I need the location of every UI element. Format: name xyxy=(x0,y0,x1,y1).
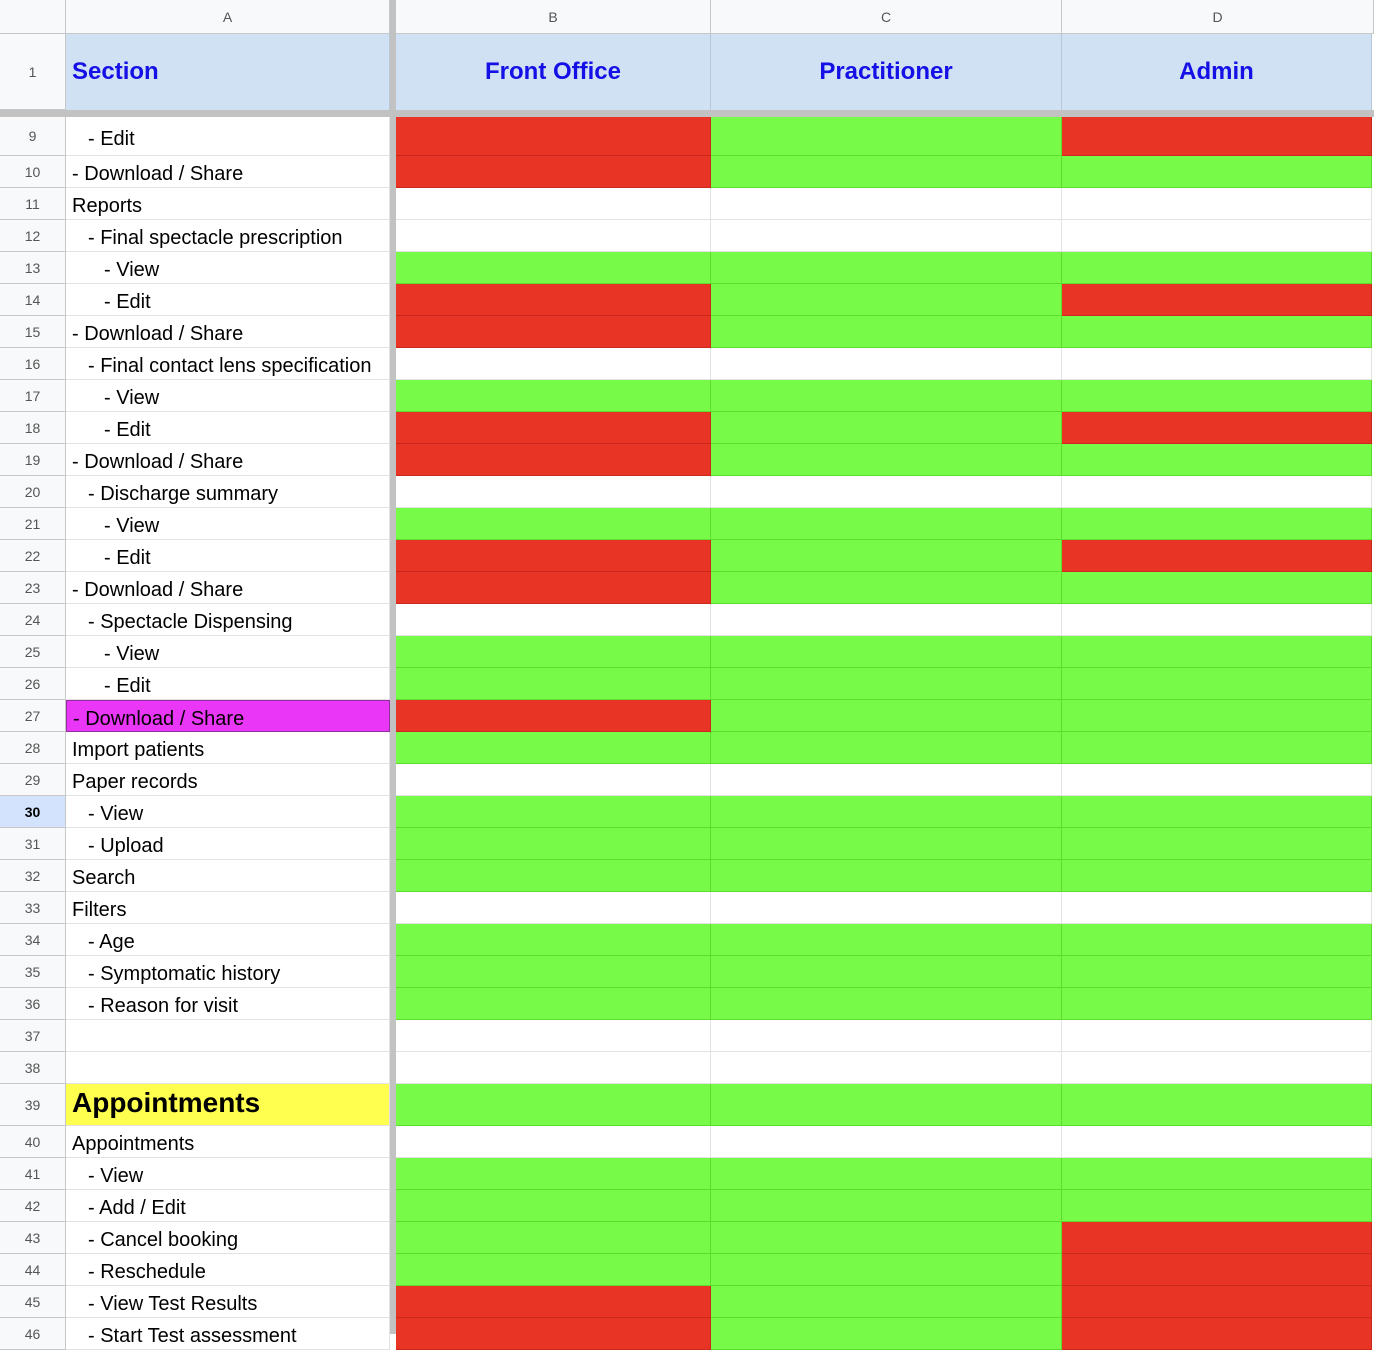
admin-permission-cell-allowed[interactable] xyxy=(1062,252,1372,284)
front-office-permission-cell-denied[interactable] xyxy=(396,284,711,316)
row-number-34[interactable]: 34 xyxy=(0,924,66,956)
select-all-corner[interactable] xyxy=(0,0,66,34)
front-office-permission-cell-allowed[interactable] xyxy=(396,1190,711,1222)
row-number-27[interactable]: 27 xyxy=(0,700,66,732)
practitioner-permission-cell-allowed[interactable] xyxy=(711,1158,1062,1190)
practitioner-permission-cell-allowed[interactable] xyxy=(711,1286,1062,1318)
admin-permission-cell-allowed[interactable] xyxy=(1062,860,1372,892)
front-office-permission-cell-denied[interactable] xyxy=(396,700,711,732)
section-cell-row-21[interactable] xyxy=(66,508,390,540)
section-cell-row-41[interactable] xyxy=(66,1158,390,1190)
section-cell-row-11[interactable] xyxy=(66,188,390,220)
front-office-permission-cell-denied[interactable] xyxy=(396,1318,711,1350)
front-office-permission-cell-denied[interactable] xyxy=(396,156,711,188)
section-label: - Edit xyxy=(88,127,135,150)
section-cell-row-12[interactable] xyxy=(66,220,390,252)
row-number-21[interactable]: 21 xyxy=(0,508,66,540)
front-office-permission-cell-allowed[interactable] xyxy=(396,988,711,1020)
section-label: - Spectacle Dispensing xyxy=(88,611,293,633)
section-label: - View xyxy=(88,803,144,825)
row-number-29[interactable]: 29 xyxy=(0,764,66,796)
practitioner-permission-cell-allowed[interactable] xyxy=(711,828,1062,860)
admin-permission-cell-allowed[interactable] xyxy=(1062,988,1372,1020)
section-label: - Upload xyxy=(88,835,164,857)
section-cell-row-15[interactable] xyxy=(66,316,390,348)
section-label: - View xyxy=(104,515,160,537)
column-header-c[interactable]: C xyxy=(711,0,1062,34)
admin-permission-cell-allowed[interactable] xyxy=(1062,1190,1372,1222)
practitioner-permission-cell-allowed[interactable] xyxy=(711,668,1062,700)
row-number-9[interactable]: 9 xyxy=(0,117,66,156)
front-office-permission-cell-allowed[interactable] xyxy=(396,796,711,828)
practitioner-permission-cell-allowed[interactable] xyxy=(711,380,1062,412)
practitioner-permission-cell-allowed[interactable] xyxy=(711,508,1062,540)
admin-permission-cell-allowed[interactable] xyxy=(1062,1084,1372,1126)
practitioner-permission-cell-allowed[interactable] xyxy=(711,1318,1062,1350)
practitioner-permission-cell-allowed[interactable] xyxy=(711,860,1062,892)
section-label: - Final contact lens specification xyxy=(88,355,372,377)
section-cell-row-19[interactable] xyxy=(66,444,390,476)
section-cell-row-38[interactable] xyxy=(66,1052,390,1084)
section-cell-row-35[interactable] xyxy=(66,956,390,988)
section-cell-row-36[interactable] xyxy=(66,988,390,1020)
header-cell-practitioner[interactable]: Practitioner xyxy=(711,34,1062,110)
section-label: - View xyxy=(104,387,160,409)
section-label: - Reschedule xyxy=(88,1261,206,1283)
practitioner-permission-cell-allowed[interactable] xyxy=(711,796,1062,828)
frozen-row-divider[interactable] xyxy=(0,110,1374,117)
practitioner-permission-cell-allowed[interactable] xyxy=(711,1190,1062,1222)
admin-permission-cell-denied[interactable] xyxy=(1062,540,1372,572)
admin-permission-cell-empty[interactable] xyxy=(1062,892,1372,924)
front-office-permission-cell-empty[interactable] xyxy=(396,1020,711,1052)
admin-permission-cell-empty[interactable] xyxy=(1062,348,1372,380)
admin-permission-cell-allowed[interactable] xyxy=(1062,636,1372,668)
practitioner-permission-cell-allowed[interactable] xyxy=(711,572,1062,604)
row-number-19[interactable]: 19 xyxy=(0,444,66,476)
front-office-permission-cell-empty[interactable] xyxy=(396,892,711,924)
row-number-38[interactable]: 38 xyxy=(0,1052,66,1084)
front-office-permission-cell-allowed[interactable] xyxy=(396,1084,711,1126)
section-cell-row-20[interactable] xyxy=(66,476,390,508)
admin-permission-cell-empty[interactable] xyxy=(1062,604,1372,636)
row-number-39[interactable]: 39 xyxy=(0,1084,66,1126)
header-cell-admin[interactable]: Admin xyxy=(1062,34,1372,110)
row-number-41[interactable]: 41 xyxy=(0,1158,66,1190)
row-number-44[interactable]: 44 xyxy=(0,1254,66,1286)
row-number-24[interactable]: 24 xyxy=(0,604,66,636)
front-office-permission-cell-allowed[interactable] xyxy=(396,508,711,540)
practitioner-permission-cell-allowed[interactable] xyxy=(711,117,1062,156)
row-number-17[interactable]: 17 xyxy=(0,380,66,412)
front-office-permission-cell-empty[interactable] xyxy=(396,220,711,252)
admin-permission-cell-denied[interactable] xyxy=(1062,1318,1372,1350)
section-label: - Cancel booking xyxy=(88,1229,239,1251)
admin-permission-cell-allowed[interactable] xyxy=(1062,668,1372,700)
section-cell-row-10[interactable] xyxy=(66,156,390,188)
section-cell-row-23[interactable] xyxy=(66,572,390,604)
section-label: - Age xyxy=(88,931,135,953)
section-cell-row-18[interactable] xyxy=(66,412,390,444)
practitioner-permission-cell-allowed[interactable] xyxy=(711,540,1062,572)
section-label: - Edit xyxy=(104,547,151,569)
practitioner-permission-cell-allowed[interactable] xyxy=(711,284,1062,316)
section-label: - Edit xyxy=(104,675,151,697)
section-cell-row-14[interactable] xyxy=(66,284,390,316)
row-number-16[interactable]: 16 xyxy=(0,348,66,380)
admin-permission-cell-empty[interactable] xyxy=(1062,1126,1372,1158)
row-number-45[interactable]: 45 xyxy=(0,1286,66,1318)
section-cell-row-45[interactable] xyxy=(66,1286,390,1318)
admin-permission-cell-empty[interactable] xyxy=(1062,1052,1372,1084)
section-label: Filters xyxy=(72,899,127,921)
admin-permission-cell-empty[interactable] xyxy=(1062,476,1372,508)
section-label: - Download / Share xyxy=(72,451,244,473)
admin-permission-cell-allowed[interactable] xyxy=(1062,924,1372,956)
row-number-23[interactable]: 23 xyxy=(0,572,66,604)
practitioner-permission-cell-allowed[interactable] xyxy=(711,636,1062,668)
section-label: - Download / Share xyxy=(72,163,244,185)
section-cell-row-27[interactable] xyxy=(66,700,390,732)
front-office-permission-cell-allowed[interactable] xyxy=(396,1222,711,1254)
section-cell-row-9[interactable] xyxy=(66,117,390,156)
section-cell-row-29[interactable] xyxy=(66,764,390,796)
admin-permission-cell-allowed[interactable] xyxy=(1062,1158,1372,1190)
admin-permission-cell-allowed[interactable] xyxy=(1062,572,1372,604)
column-header-b[interactable]: B xyxy=(396,0,711,34)
front-office-permission-cell-denied[interactable] xyxy=(396,572,711,604)
front-office-permission-cell-denied[interactable] xyxy=(396,444,711,476)
front-office-permission-cell-empty[interactable] xyxy=(396,476,711,508)
section-label: - Add / Edit xyxy=(88,1197,186,1219)
practitioner-permission-cell-allowed[interactable] xyxy=(711,924,1062,956)
row-number-26[interactable]: 26 xyxy=(0,668,66,700)
section-cell-row-24[interactable] xyxy=(66,604,390,636)
row-number-14[interactable]: 14 xyxy=(0,284,66,316)
front-office-permission-cell-denied[interactable] xyxy=(396,316,711,348)
admin-permission-cell-denied[interactable] xyxy=(1062,412,1372,444)
front-office-permission-cell-allowed[interactable] xyxy=(396,380,711,412)
front-office-permission-cell-empty[interactable] xyxy=(396,1126,711,1158)
practitioner-permission-cell-allowed[interactable] xyxy=(711,412,1062,444)
section-label: - Discharge summary xyxy=(88,483,279,505)
practitioner-permission-cell-empty[interactable] xyxy=(711,220,1062,252)
row-number-10[interactable]: 10 xyxy=(0,156,66,188)
row-number-30[interactable]: 30 xyxy=(0,796,66,828)
admin-permission-cell-empty[interactable] xyxy=(1062,1020,1372,1052)
practitioner-permission-cell-allowed[interactable] xyxy=(711,316,1062,348)
front-office-permission-cell-allowed[interactable] xyxy=(396,636,711,668)
section-label: - Edit xyxy=(104,419,151,441)
admin-permission-cell-allowed[interactable] xyxy=(1062,700,1372,732)
practitioner-permission-cell-empty[interactable] xyxy=(711,764,1062,796)
row-number-40[interactable]: 40 xyxy=(0,1126,66,1158)
front-office-permission-cell-denied[interactable] xyxy=(396,117,711,156)
section-cell-row-28[interactable] xyxy=(66,732,390,764)
practitioner-permission-cell-empty[interactable] xyxy=(711,476,1062,508)
row-number-35[interactable]: 35 xyxy=(0,956,66,988)
admin-permission-cell-allowed[interactable] xyxy=(1062,956,1372,988)
section-label: - Download / Share xyxy=(72,579,244,601)
section-cell-row-33[interactable] xyxy=(66,892,390,924)
practitioner-permission-cell-allowed[interactable] xyxy=(711,1084,1062,1126)
practitioner-permission-cell-empty[interactable] xyxy=(711,188,1062,220)
front-office-permission-cell-denied[interactable] xyxy=(396,412,711,444)
row-number-20[interactable]: 20 xyxy=(0,476,66,508)
practitioner-permission-cell-allowed[interactable] xyxy=(711,956,1062,988)
admin-permission-cell-allowed[interactable] xyxy=(1062,444,1372,476)
section-label: - View Test Results xyxy=(88,1293,258,1315)
front-office-permission-cell-allowed[interactable] xyxy=(396,924,711,956)
row-number-18[interactable]: 18 xyxy=(0,412,66,444)
front-office-permission-cell-denied[interactable] xyxy=(396,1286,711,1318)
admin-permission-cell-denied[interactable] xyxy=(1062,117,1372,156)
admin-permission-cell-denied[interactable] xyxy=(1062,1286,1372,1318)
row-number-13[interactable]: 13 xyxy=(0,252,66,284)
row-number-22[interactable]: 22 xyxy=(0,540,66,572)
admin-permission-cell-allowed[interactable] xyxy=(1062,508,1372,540)
front-office-permission-cell-allowed[interactable] xyxy=(396,252,711,284)
practitioner-permission-cell-empty[interactable] xyxy=(711,1126,1062,1158)
admin-permission-cell-empty[interactable] xyxy=(1062,188,1372,220)
practitioner-permission-cell-allowed[interactable] xyxy=(711,700,1062,732)
front-office-permission-cell-empty[interactable] xyxy=(396,764,711,796)
admin-permission-cell-allowed[interactable] xyxy=(1062,156,1372,188)
section-label: - Symptomatic history xyxy=(88,963,281,985)
section-cell-row-17[interactable] xyxy=(66,380,390,412)
section-cell-row-22[interactable] xyxy=(66,540,390,572)
row-number-37[interactable]: 37 xyxy=(0,1020,66,1052)
section-label: Appointments xyxy=(72,1087,261,1118)
practitioner-permission-cell-empty[interactable] xyxy=(711,892,1062,924)
front-office-permission-cell-empty[interactable] xyxy=(396,604,711,636)
admin-permission-cell-allowed[interactable] xyxy=(1062,380,1372,412)
practitioner-permission-cell-empty[interactable] xyxy=(711,604,1062,636)
practitioner-permission-cell-allowed[interactable] xyxy=(711,732,1062,764)
section-label: - View xyxy=(104,643,160,665)
front-office-permission-cell-allowed[interactable] xyxy=(396,956,711,988)
row-number-28[interactable]: 28 xyxy=(0,732,66,764)
section-cell-row-46[interactable] xyxy=(66,1318,390,1350)
admin-permission-cell-denied[interactable] xyxy=(1062,1222,1372,1254)
section-label: Appointments xyxy=(72,1133,195,1155)
section-label: - View xyxy=(104,259,160,281)
row-number-11[interactable]: 11 xyxy=(0,188,66,220)
column-header-d[interactable]: D xyxy=(1062,0,1374,34)
practitioner-permission-cell-empty[interactable] xyxy=(711,1020,1062,1052)
section-cell-row-42[interactable] xyxy=(66,1190,390,1222)
header-cell-front-office[interactable]: Front Office xyxy=(396,34,711,110)
section-cell-row-16[interactable] xyxy=(66,348,390,380)
row-number-15[interactable]: 15 xyxy=(0,316,66,348)
row-number-31[interactable]: 31 xyxy=(0,828,66,860)
section-cell-row-26[interactable] xyxy=(66,668,390,700)
row-number-1[interactable]: 1 xyxy=(0,34,66,110)
practitioner-permission-cell-allowed[interactable] xyxy=(711,156,1062,188)
section-cell-row-44[interactable] xyxy=(66,1254,390,1286)
section-label: - Start Test assessment xyxy=(88,1325,297,1347)
front-office-permission-cell-denied[interactable] xyxy=(396,540,711,572)
section-label: - Final spectacle prescription xyxy=(88,227,343,249)
section-label: - Download / Share xyxy=(72,323,244,345)
front-office-permission-cell-allowed[interactable] xyxy=(396,668,711,700)
admin-permission-cell-allowed[interactable] xyxy=(1062,828,1372,860)
front-office-permission-cell-empty[interactable] xyxy=(396,348,711,380)
section-label: - Download / Share xyxy=(73,708,245,730)
practitioner-permission-cell-allowed[interactable] xyxy=(711,444,1062,476)
section-label: - Edit xyxy=(104,291,151,313)
practitioner-permission-cell-allowed[interactable] xyxy=(711,1254,1062,1286)
row-number-33[interactable]: 33 xyxy=(0,892,66,924)
section-cell-row-39[interactable] xyxy=(66,1084,390,1126)
section-label: Reports xyxy=(72,195,143,217)
admin-permission-cell-allowed[interactable] xyxy=(1062,732,1372,764)
practitioner-permission-cell-allowed[interactable] xyxy=(711,252,1062,284)
section-cell-row-37[interactable] xyxy=(66,1020,390,1052)
header-cell-section[interactable]: Section xyxy=(66,34,390,110)
practitioner-permission-cell-allowed[interactable] xyxy=(711,988,1062,1020)
admin-permission-cell-empty[interactable] xyxy=(1062,764,1372,796)
admin-permission-cell-denied[interactable] xyxy=(1062,284,1372,316)
practitioner-permission-cell-empty[interactable] xyxy=(711,1052,1062,1084)
front-office-permission-cell-empty[interactable] xyxy=(396,188,711,220)
admin-permission-cell-allowed[interactable] xyxy=(1062,316,1372,348)
front-office-permission-cell-empty[interactable] xyxy=(396,1052,711,1084)
admin-permission-cell-allowed[interactable] xyxy=(1062,796,1372,828)
column-header-a[interactable]: A xyxy=(66,0,390,34)
front-office-permission-cell-allowed[interactable] xyxy=(396,860,711,892)
section-cell-row-43[interactable] xyxy=(66,1222,390,1254)
section-cell-row-31[interactable] xyxy=(66,828,390,860)
row-number-36[interactable]: 36 xyxy=(0,988,66,1020)
row-number-42[interactable]: 42 xyxy=(0,1190,66,1222)
section-cell-row-40[interactable] xyxy=(66,1126,390,1158)
front-office-permission-cell-allowed[interactable] xyxy=(396,1158,711,1190)
front-office-permission-cell-allowed[interactable] xyxy=(396,732,711,764)
section-cell-row-30[interactable] xyxy=(66,796,390,828)
admin-permission-cell-denied[interactable] xyxy=(1062,1254,1372,1286)
section-label: Import patients xyxy=(72,739,205,761)
practitioner-permission-cell-allowed[interactable] xyxy=(711,1222,1062,1254)
admin-permission-cell-empty[interactable] xyxy=(1062,220,1372,252)
row-number-43[interactable]: 43 xyxy=(0,1222,66,1254)
section-cell-row-13[interactable] xyxy=(66,252,390,284)
section-cell-row-25[interactable] xyxy=(66,636,390,668)
section-label: Paper records xyxy=(72,771,198,793)
section-label: - Reason for visit xyxy=(88,995,239,1017)
row-number-12[interactable]: 12 xyxy=(0,220,66,252)
section-label: Search xyxy=(72,867,136,889)
row-number-25[interactable]: 25 xyxy=(0,636,66,668)
practitioner-permission-cell-empty[interactable] xyxy=(711,348,1062,380)
section-label: - View xyxy=(88,1165,144,1187)
row-number-32[interactable]: 32 xyxy=(0,860,66,892)
section-cell-row-34[interactable] xyxy=(66,924,390,956)
front-office-permission-cell-allowed[interactable] xyxy=(396,1254,711,1286)
section-cell-row-32[interactable] xyxy=(66,860,390,892)
front-office-permission-cell-allowed[interactable] xyxy=(396,828,711,860)
row-number-46[interactable]: 46 xyxy=(0,1318,66,1350)
